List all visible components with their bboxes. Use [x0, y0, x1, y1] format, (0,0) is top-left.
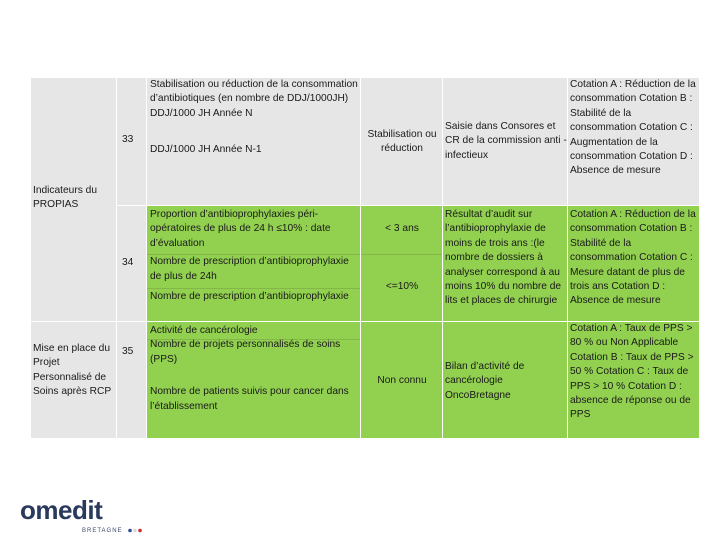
scoring-34: Cotation A : Réduction de la consommation Cotation B : Stabilité de la consommation Cotation C : Mesure datant de plus de trois ans Cotation D : Absence de mesure	[568, 206, 699, 322]
omedit-logo-subtitle: BRETAGNE	[82, 528, 142, 534]
indicator-34-a: Proportion d’antibioprophylaxies péri-opératoires de plus de 24 h ≤10% : date d’évaluation	[150, 209, 331, 249]
indicator-33	[147, 78, 361, 206]
tricolor-dots-icon	[128, 528, 142, 534]
target-34-a: < 3 ans	[385, 223, 419, 234]
source-35: Bilan d’activité de cancérologie OncoBretagne	[443, 322, 568, 438]
indicator-35-b: Nombre de projets personnalisés de soins (PPS)	[150, 339, 341, 365]
source-33: Saisie dans Consores et CR de la commission anti -infectieux	[443, 78, 568, 206]
indicator-33-b: DDJ/1000 JH Année N	[150, 107, 253, 119]
indicator-34-b: Nombre de prescription d’antibioprophylaxie de plus de 24h	[150, 256, 349, 282]
group-label-pps: Mise en place du Projet Personnalisé de Soins après RCP	[31, 322, 117, 438]
target-34	[361, 206, 443, 322]
target-35: Non connu	[361, 322, 443, 438]
indicator-33-c: DDJ/1000 JH Année N-1	[150, 144, 262, 156]
omedit-logo: omedit	[20, 495, 103, 525]
scoring-35: Cotation A : Taux de PPS > 80 % ou Non Applicable Cotation B : Taux de PPS > 50 % Cotation C : Taux de PPS > 10 % Cotation D : absence de réponse ou de PPS	[568, 322, 699, 438]
indicator-34	[147, 206, 361, 322]
indicator-35-a: Activité de cancérologie	[150, 325, 258, 336]
indicator-34-c: Nombre de prescription d’antibioprophylaxie	[150, 291, 349, 303]
row-number-33: 33	[117, 78, 147, 206]
scoring-33: Cotation A : Réduction de la consommation Cotation B : Stabilité de la consommation Cotation C : Augmentation de la consommation Cotation D : Absence de mesure	[568, 78, 699, 206]
group-label-propias: Indicateurs du PROPIAS	[31, 78, 117, 322]
source-34: Résultat d’audit sur l’antibioprophylaxie de moins de trois ans :(le nombre de dossiers à analyser correspond à au moins 10% du nombre de lits et places de chirurgie	[443, 206, 568, 322]
indicator-35-c: Nombre de patients suivis pour cancer dans l’établissement	[150, 386, 349, 412]
target-34-b: <=10%	[385, 281, 419, 293]
row-number-34: 34	[117, 206, 147, 322]
indicator-33-a: Stabilisation ou réduction de la consommation d’antibiotiques (en nombre de DDJ/1000JH)	[150, 79, 358, 105]
target-33: Stabilisation ou réduction	[361, 78, 443, 206]
row-number-35: 35	[117, 322, 147, 438]
